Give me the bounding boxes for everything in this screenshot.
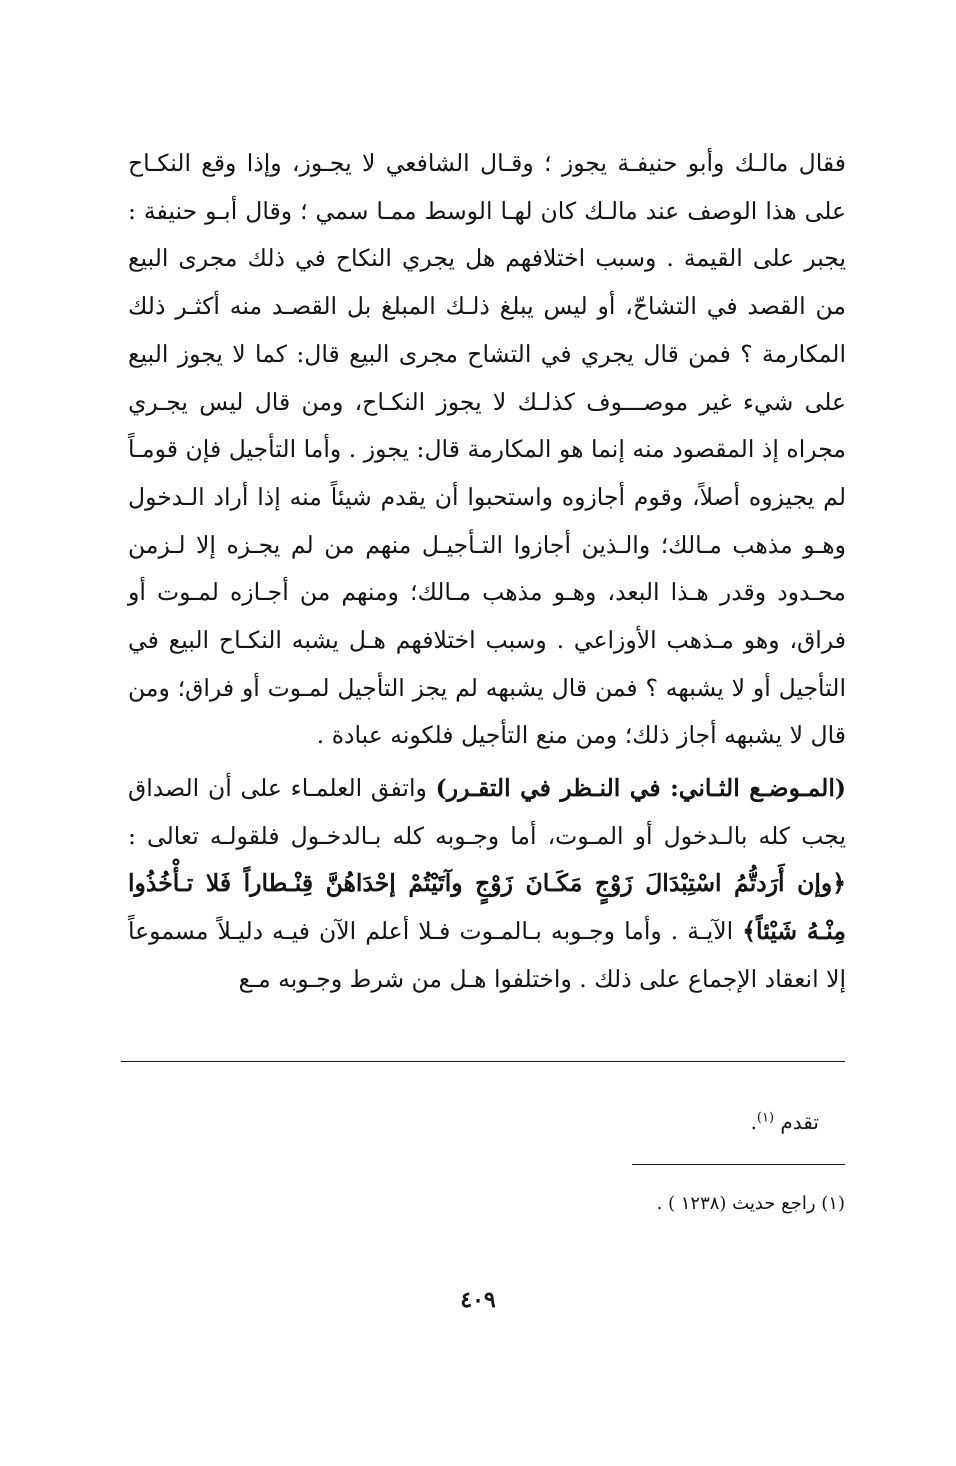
footnote-short-rule: [632, 1164, 845, 1165]
paragraph-2-text: [128, 765, 846, 1004]
footnote: (١) راجع حديث (١٢٣٨ ) .: [656, 1193, 845, 1214]
paragraph-2: [128, 765, 846, 1004]
paragraph-1-text: فقال مالـك وأبو حنيفـة يجوز ؛ وقـال الشافعي لا يجـوز، وإذا وقع النكـاح على هذا الوصف عند مالـك كان لهـا الوسط ممـا سمي ؛ وقال أبـو حنيفة : يجبر على القيمة . وسبب اختلافهم هل يجري النكاح في ذلك مجرى البيع من القصد في التشاحّ، أو ليس يبلغ ذلـك المبلغ بل القصـد منه أكثـر ذلك المكارمة ؟ فمن قال يجري في التشاح مجرى البيع قال: كما لا يجوز البيع على شيء غير موصـــوف كذلـك لا يجوز النكـاح، ومن قال ليس يجـري مجراه إذ المقصود منه إنما هو المكارمة قال: يجوز . وأما التأجيل فإن قومـاً لم يجيزوه أصلاً، وقوم أجازوه واستحبوا أن يقدم شيئاً منه إذا أراد الـدخول وهـو مذهب مـالك؛ والـذين أجازوا التـأجيـل منهم من لم يجـزه إلا لـزمن محـدود وقدر هـذا البعد، وهـو مذهب مـالك؛ ومنهم من أجـازه لمـوت أو فراق، وهو مـذهب الأوزاعي . وسبب اختلافهم هـل يشبه النكـاح البيع في التأجيل أو لا يشبهه ؟ فمن قال يشبهه لم يجز التأجيل لمـوت أو فراق؛ ومن قال لا يشبهه أجاز ذلك؛ ومن منع التأجيل فلكونه عبادة .: [128, 149, 846, 750]
footnote-reference-text: تقدم: [780, 1110, 819, 1134]
footnote-reference-marker: (١): [756, 1110, 775, 1126]
quran-verse: ﴿وإن أَرَدتُّمُ اسْتِبْدَالَ زَوْجٍ مَكَـانَ زَوْجٍ وآتَيْتُمْ إحْدَاهُنَّ قِنْـطاراً فَلا تـأْخُذُوا مِنْـهُ شَيْئاً﴾: [128, 869, 846, 946]
footnote-separator: [121, 1061, 845, 1062]
page-number: ٤٠٩: [460, 1287, 496, 1313]
paragraph-2-text-a: واتفق العلمـاء على أن الصداق يجب كله بالـدخول أو المـوت، أما وجـوبه كله بـالدخـول فلقولـه تعالى :: [128, 774, 846, 850]
paragraph-1: [128, 140, 846, 760]
paragraph-2-text-b: الآيـة . وأما وجـوبه بـالمـوت فـلا أعلم الآن فيـه دليـلاً مسموعاً إلا انعقاد الإجماع على ذلك . واختلفوا هـل من شرط وجـوبه مـع: [128, 917, 846, 993]
footnote-reference-end: .: [750, 1110, 757, 1134]
section-heading: (المـوضـع الثـاني: في النـظر في التقـرر): [435, 774, 846, 802]
footnote-reference-line: [751, 1110, 819, 1134]
